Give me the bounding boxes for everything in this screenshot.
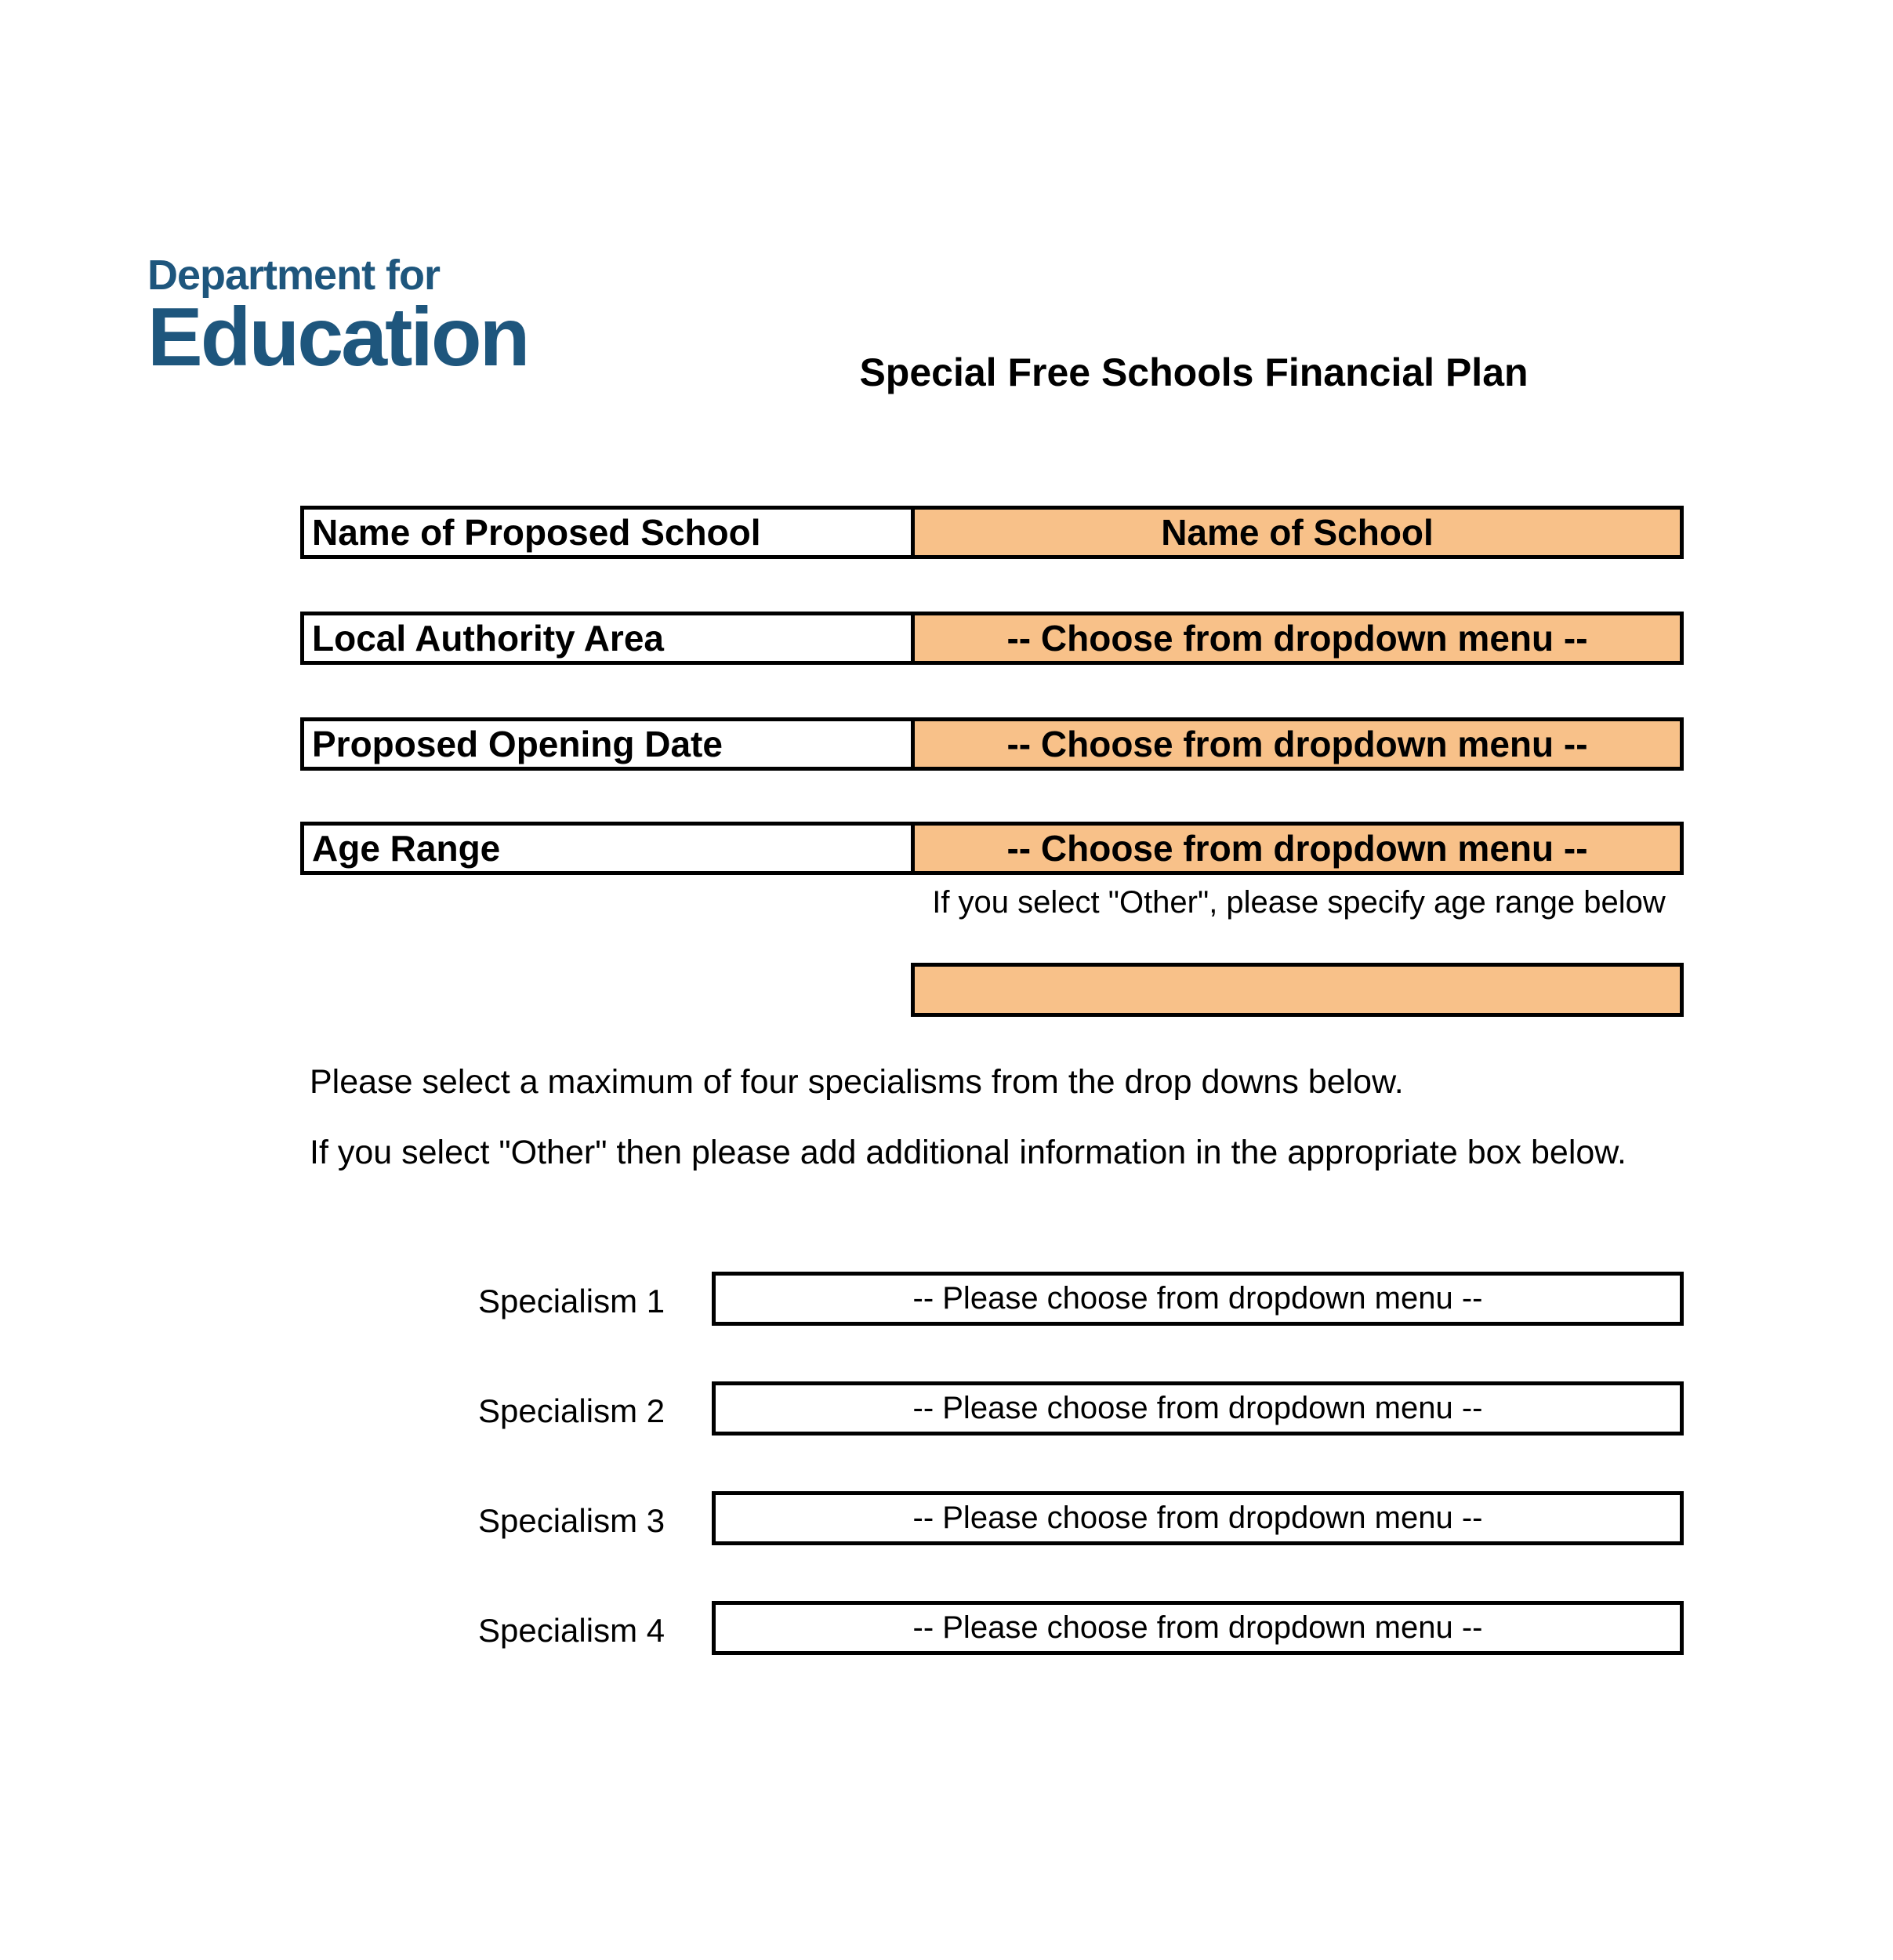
school-name-label: Name of Proposed School	[300, 506, 915, 559]
school-name-input[interactable]: Name of School	[911, 506, 1684, 559]
logo-department-for: Department for	[147, 252, 441, 299]
dfe-logo	[147, 251, 528, 383]
local-authority-label: Local Authority Area	[300, 612, 915, 665]
specialism-2-label: Specialism 2	[478, 1392, 665, 1429]
age-range-label: Age Range	[300, 822, 915, 875]
age-other-input[interactable]	[911, 963, 1684, 1017]
instructions-line1: Please select a maximum of four specialisms from the drop downs below.	[310, 1063, 1404, 1101]
page-title: Special Free Schools Financial Plan	[859, 350, 1529, 394]
specialism-3-label: Specialism 3	[478, 1502, 665, 1539]
age-other-note: If you select "Other", please specify age range below	[932, 885, 1666, 920]
opening-date-dropdown[interactable]: -- Choose from dropdown menu --	[911, 717, 1684, 771]
local-authority-dropdown[interactable]: -- Choose from dropdown menu --	[911, 612, 1684, 665]
specialism-1-dropdown[interactable]: -- Please choose from dropdown menu --	[712, 1272, 1684, 1326]
specialism-2-dropdown[interactable]: -- Please choose from dropdown menu --	[712, 1381, 1684, 1436]
specialism-4-dropdown[interactable]: -- Please choose from dropdown menu --	[712, 1601, 1684, 1655]
specialism-4-label: Specialism 4	[478, 1612, 665, 1649]
instructions-line2: If you select "Other" then please add additional information in the appropriate box below.	[310, 1134, 1626, 1171]
opening-date-label: Proposed Opening Date	[300, 717, 915, 771]
logo-education: Education	[147, 291, 528, 383]
age-range-dropdown[interactable]: -- Choose from dropdown menu --	[911, 822, 1684, 875]
specialism-3-dropdown[interactable]: -- Please choose from dropdown menu --	[712, 1491, 1684, 1545]
specialism-1-label: Specialism 1	[478, 1283, 665, 1319]
